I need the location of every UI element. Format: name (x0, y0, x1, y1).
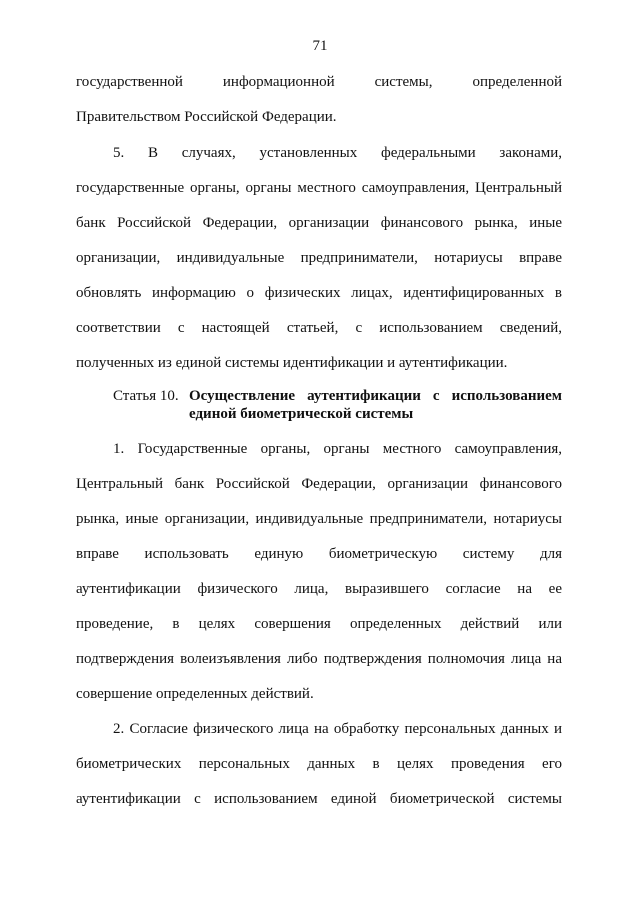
text-line: аутентификации с использованием единой биометрической системы (76, 791, 562, 807)
text-line: совершение определенных действий. (76, 686, 314, 702)
article-label: Статья 10. (113, 388, 179, 404)
paragraph-1-start: 1. Государственные органы, органы местного самоуправления, (113, 441, 562, 457)
text-line: соответствии с настоящей статьей, с использованием сведений, (76, 320, 562, 336)
text-line: рынка, иные организации, индивидуальные предприниматели, нотариусы (76, 511, 562, 527)
text-line: обновлять информацию о физических лицах, идентифицированных в (76, 285, 562, 301)
text-line: Центральный банк Российской Федерации, организации финансового (76, 476, 562, 492)
text-line: государственной информационной системы, определенной (76, 74, 562, 90)
page-number: 71 (312, 38, 328, 54)
article-title-line-1: Осуществление аутентификации с использованием (189, 388, 562, 404)
text-line: организации, индивидуальные предприниматели, нотариусы вправе (76, 250, 562, 266)
article-title-line-2: единой биометрической системы (189, 406, 414, 422)
text-line: подтверждения волеизъявления либо подтверждения полномочия лица на (76, 651, 562, 667)
text-line: биометрических персональных данных в целях проведения его (76, 756, 562, 772)
text-line: банк Российской Федерации, организации финансового рынка, иные (76, 215, 562, 231)
text-line: полученных из единой системы идентификации и аутентификации. (76, 355, 508, 371)
text-line: вправе использовать единую биометрическую систему для (76, 546, 562, 562)
text-line: государственные органы, органы местного самоуправления, Центральный (76, 180, 562, 196)
text-line: аутентификации физического лица, выразившего согласие на ее (76, 581, 562, 597)
text-line: проведение, в целях совершения определенных действий или (76, 616, 562, 632)
paragraph-2-start: 2. Согласие физического лица на обработку персональных данных и (113, 721, 562, 737)
paragraph-5-start: 5. В случаях, установленных федеральными законами, (113, 145, 562, 161)
text-line: Правительством Российской Федерации. (76, 109, 337, 125)
